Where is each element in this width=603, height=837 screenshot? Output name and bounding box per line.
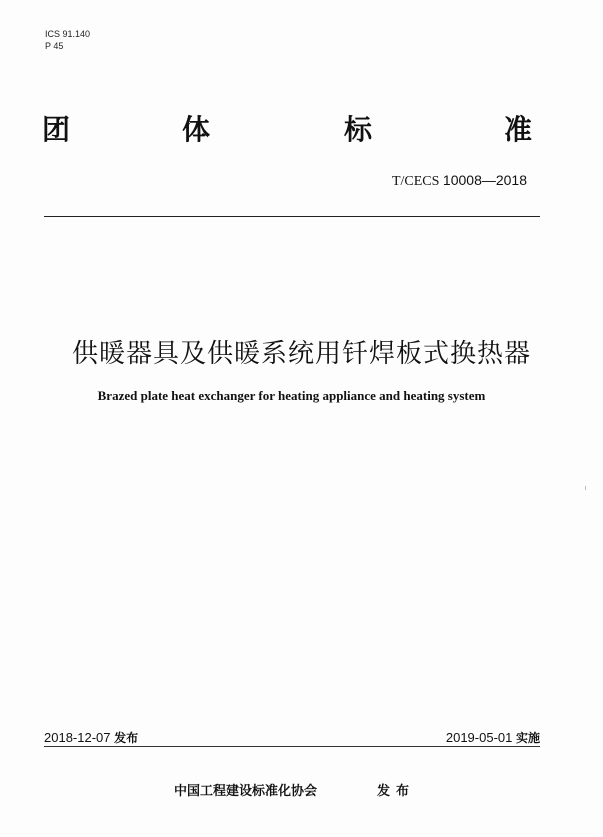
issue-date-block xyxy=(44,729,138,746)
implement-date-block xyxy=(446,729,540,746)
standard-number-value: 10008—2018 xyxy=(442,172,527,188)
standard-type-char-2: 体 xyxy=(182,113,211,146)
issue-date: 2018-12-07 xyxy=(44,730,111,745)
scan-speck xyxy=(585,486,586,490)
implement-date: 2019-05-01 xyxy=(445,730,513,745)
ccs-code: P 45 xyxy=(45,41,64,51)
title-english: Brazed plate heat exchanger for heating appliance and heating system xyxy=(97,388,486,403)
standard-number xyxy=(392,172,527,190)
publisher-name: 中国工程建设标准化协会 xyxy=(174,784,318,799)
publisher-action: 发布 xyxy=(377,784,416,799)
standard-type-char-1: 团 xyxy=(42,113,71,146)
header-divider xyxy=(44,216,540,217)
implement-label: 实施 xyxy=(515,731,540,745)
standard-type-char-4: 准 xyxy=(504,113,533,146)
standard-type-char-3: 标 xyxy=(344,113,373,146)
title-chinese: 供暖器具及供暖系统用钎焊板式换热器 xyxy=(71,339,531,369)
ics-code: ICS 91.140 xyxy=(45,29,91,39)
footer-divider xyxy=(44,746,540,747)
standard-type-heading xyxy=(42,112,542,152)
classification-codes xyxy=(45,28,90,52)
issue-label: 发布 xyxy=(114,731,139,745)
standard-number-prefix: T/CECS xyxy=(391,174,440,189)
